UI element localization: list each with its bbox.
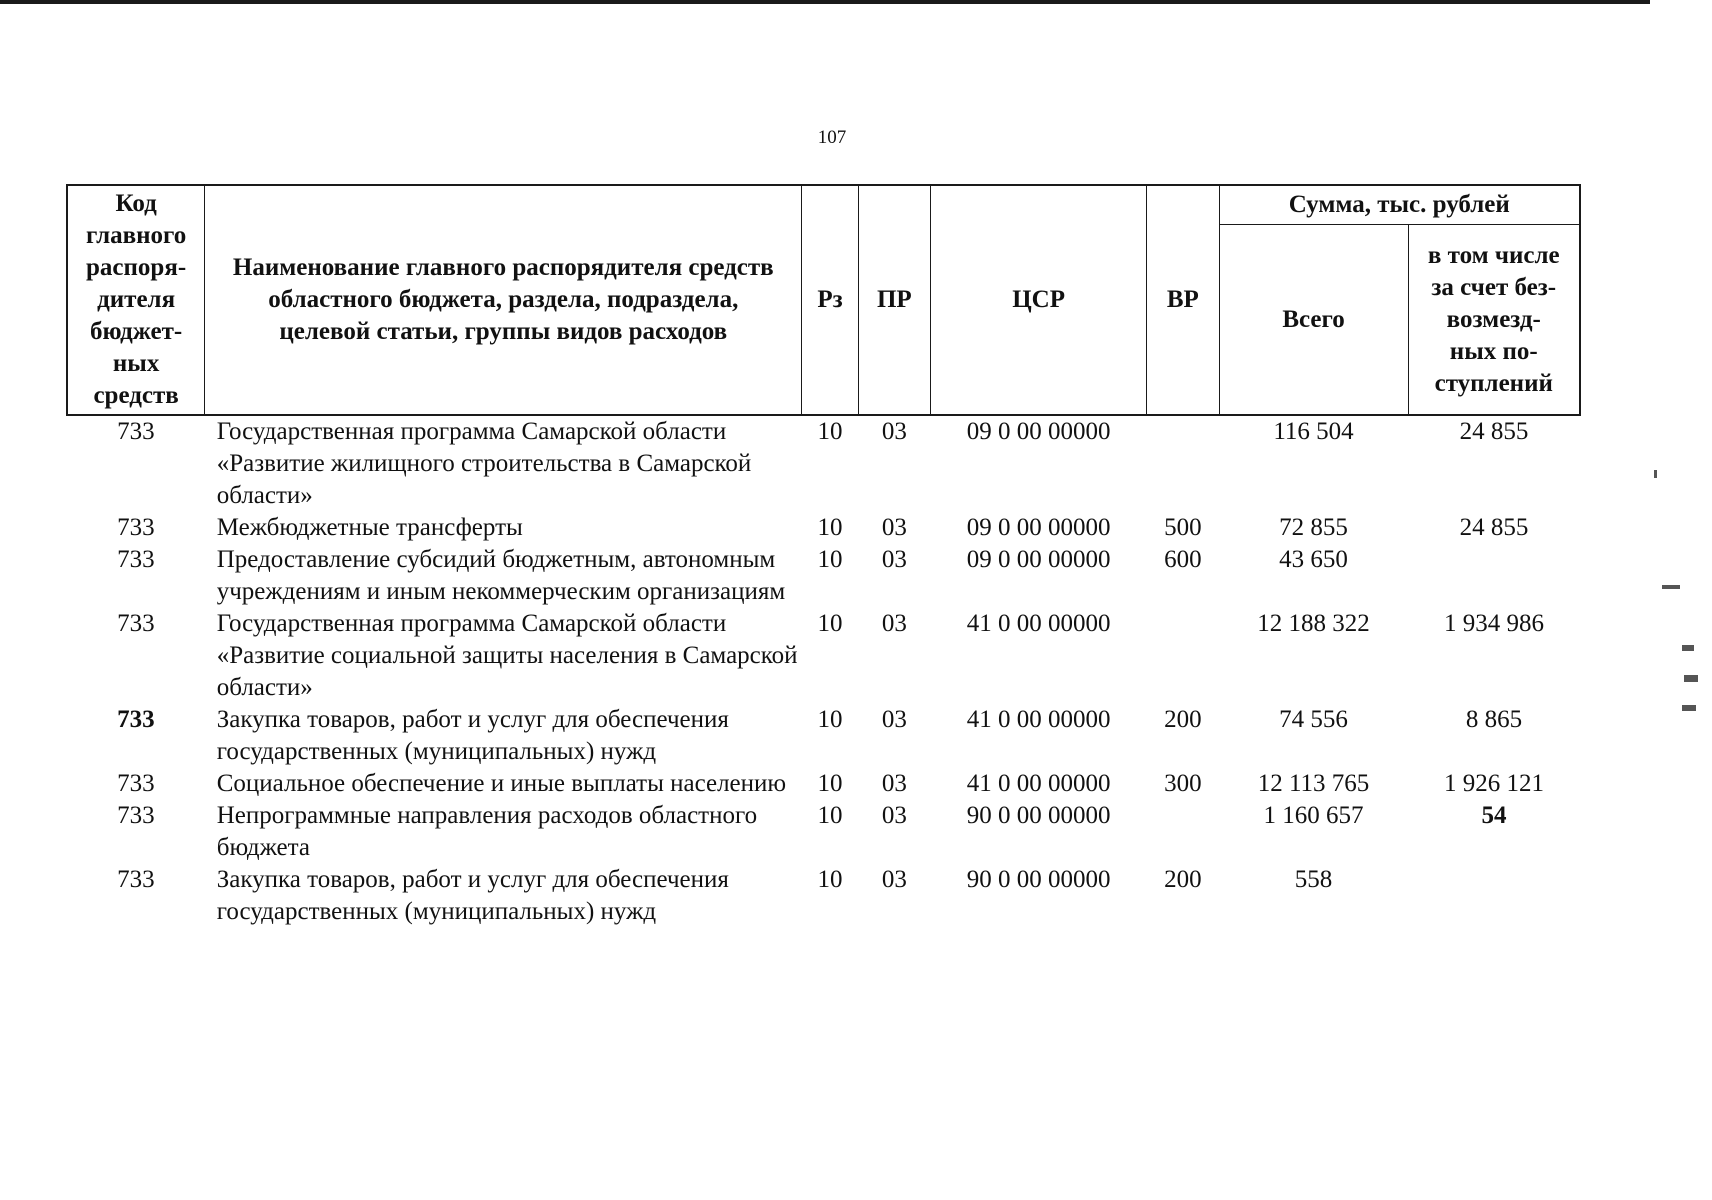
cell-vr bbox=[1147, 800, 1219, 864]
cell-name: Непрограммные направления расходов областного бюджета bbox=[216, 802, 758, 861]
cell-rz: 10 bbox=[817, 866, 843, 893]
cell-grant: 24 855 bbox=[1459, 514, 1529, 541]
cell-total: 12 113 765 bbox=[1257, 770, 1370, 797]
header-name: Наименование главного распорядителя средств областного бюджета, раздела, подраздела, целевой статьи, группы видов расходов bbox=[205, 185, 802, 415]
cell-code: 733 bbox=[117, 866, 155, 893]
cell-csr: 90 0 00 00000 bbox=[966, 802, 1111, 829]
header-vr: ВР bbox=[1147, 185, 1219, 415]
cell-grant bbox=[1408, 864, 1580, 928]
cell-vr: 600 bbox=[1164, 546, 1202, 573]
page-number: 107 bbox=[817, 127, 847, 148]
scan-artifacts bbox=[1652, 0, 1712, 1200]
cell-name: Государственная программа Самарской области «Развитие социальной защиты населения в Самарской области» bbox=[216, 610, 798, 701]
table-row bbox=[67, 512, 1580, 544]
cell-rz: 10 bbox=[817, 514, 843, 541]
cell-name: Закупка товаров, работ и услуг для обеспечения государственных (муниципальных) нужд bbox=[216, 706, 729, 765]
cell-code: 733 bbox=[117, 610, 155, 637]
cell-name: Межбюджетные трансферты bbox=[216, 514, 523, 541]
cell-code: 733 bbox=[117, 770, 155, 797]
cell-name: Государственная программа Самарской области «Развитие жилищного строительства в Самарской области» bbox=[216, 418, 752, 509]
cell-rz: 10 bbox=[817, 770, 843, 797]
cell-pr: 03 bbox=[881, 706, 907, 733]
cell-csr: 41 0 00 00000 bbox=[966, 770, 1111, 797]
cell-pr: 03 bbox=[881, 802, 907, 829]
cell-rz: 10 bbox=[817, 610, 843, 637]
cell-code: 733 bbox=[117, 706, 155, 733]
header-total: Всего bbox=[1219, 225, 1408, 416]
header-code-text: Код главного распоря- дителя бюджет- ных средств bbox=[85, 190, 187, 409]
cell-rz: 10 bbox=[817, 706, 843, 733]
header-rz: Рз bbox=[802, 185, 858, 415]
header-csr: ЦСР bbox=[931, 185, 1147, 415]
budget-table bbox=[66, 184, 1581, 928]
cell-grant: 1 926 121 bbox=[1444, 770, 1544, 797]
cell-name: Предоставление субсидий бюджетным, автономным учреждениям и иным некоммерческим организациям bbox=[216, 546, 786, 605]
cell-code: 733 bbox=[117, 514, 155, 541]
header-code bbox=[67, 185, 205, 415]
cell-csr: 09 0 00 00000 bbox=[966, 546, 1111, 573]
cell-name: Закупка товаров, работ и услуг для обеспечения государственных (муниципальных) нужд bbox=[216, 866, 729, 925]
cell-grant bbox=[1408, 544, 1580, 608]
cell-pr: 03 bbox=[881, 514, 907, 541]
cell-rz: 10 bbox=[817, 802, 843, 829]
table-row bbox=[67, 864, 1580, 928]
cell-code: 733 bbox=[117, 418, 155, 445]
cell-name: Социальное обеспечение и иные выплаты населению bbox=[216, 770, 787, 797]
table-row bbox=[67, 544, 1580, 608]
cell-csr: 41 0 00 00000 bbox=[966, 706, 1111, 733]
cell-vr: 200 bbox=[1164, 866, 1202, 893]
header-pr: ПР bbox=[858, 185, 930, 415]
cell-vr bbox=[1147, 608, 1219, 704]
table-row bbox=[67, 415, 1580, 512]
cell-csr: 09 0 00 00000 bbox=[966, 514, 1111, 541]
cell-pr: 03 bbox=[881, 770, 907, 797]
cell-vr: 200 bbox=[1164, 706, 1202, 733]
table-row bbox=[67, 768, 1580, 800]
cell-vr bbox=[1147, 415, 1219, 512]
header-grant-text: в том числе за счет без- возмезд- ных по- ступлений bbox=[1427, 241, 1560, 397]
cell-code: 733 bbox=[117, 546, 155, 573]
cell-pr: 03 bbox=[881, 610, 907, 637]
table-row bbox=[67, 608, 1580, 704]
cell-total: 43 650 bbox=[1279, 546, 1348, 573]
cell-pr: 03 bbox=[881, 866, 907, 893]
cell-grant: 8 865 bbox=[1465, 706, 1523, 733]
table-row bbox=[67, 800, 1580, 864]
table-body bbox=[67, 415, 1580, 928]
cell-pr: 03 bbox=[881, 418, 907, 445]
table-row bbox=[67, 704, 1580, 768]
cell-total: 72 855 bbox=[1279, 514, 1348, 541]
cell-csr: 09 0 00 00000 bbox=[966, 418, 1111, 445]
header-sum-group: Сумма, тыс. рублей bbox=[1219, 185, 1580, 225]
cell-grant: 24 855 bbox=[1459, 418, 1529, 445]
header-grant bbox=[1408, 225, 1580, 416]
cell-pr: 03 bbox=[881, 546, 907, 573]
cell-total: 116 504 bbox=[1273, 418, 1354, 445]
cell-csr: 90 0 00 00000 bbox=[966, 866, 1111, 893]
cell-total: 12 188 322 bbox=[1257, 610, 1370, 637]
cell-code: 733 bbox=[117, 802, 155, 829]
cell-vr: 500 bbox=[1164, 514, 1202, 541]
cell-csr: 41 0 00 00000 bbox=[966, 610, 1111, 637]
cell-total: 1 160 657 bbox=[1263, 802, 1364, 829]
cell-rz: 10 bbox=[817, 418, 843, 445]
cell-rz: 10 bbox=[817, 546, 843, 573]
cell-total: 558 bbox=[1294, 866, 1333, 893]
cell-grant: 54 bbox=[1481, 802, 1507, 829]
cell-grant: 1 934 986 bbox=[1444, 610, 1544, 637]
cell-vr: 300 bbox=[1164, 770, 1202, 797]
top-border-line bbox=[0, 0, 1650, 4]
cell-total: 74 556 bbox=[1279, 706, 1348, 733]
table-header bbox=[67, 185, 1580, 415]
